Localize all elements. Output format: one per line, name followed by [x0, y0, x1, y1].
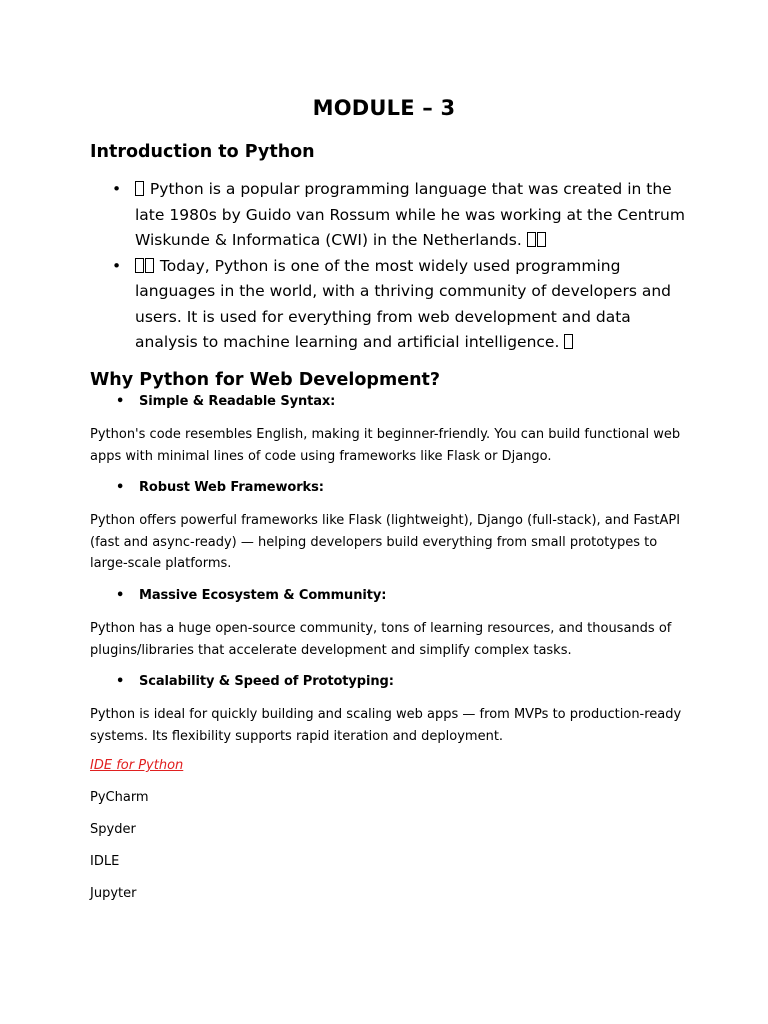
section-title-scalability: • Scalability & Speed of Prototyping: [116, 674, 394, 689]
intro-heading: Introduction to Python [90, 142, 315, 162]
section-body-scalability: Python is ideal for quickly building and scaling web apps — from MVPs to production-ready systems. Its flexibility supports rapid iteration and deployment. [90, 707, 682, 744]
missing-glyph-icon [135, 181, 144, 196]
ide-item-pycharm: PyCharm [90, 790, 149, 805]
intro-bullet-2 [90, 254, 690, 356]
intro-bullet-1 [90, 177, 690, 254]
why-heading: Why Python for Web Development? [90, 370, 441, 390]
section-body-frameworks: Python offers powerful frameworks like Flask (lightweight), Django (full-stack), and FastAPI (fast and async-ready) — helping developers build everything from small prototypes to large-scale platforms. [90, 513, 681, 571]
ide-for-python-link[interactable]: IDE for Python [90, 758, 184, 773]
ide-item-idle: IDLE [90, 854, 120, 869]
missing-glyph-icon [145, 258, 154, 273]
section-title-ecosystem: • Massive Ecosystem & Community: [116, 588, 386, 603]
intro-bullet-list [90, 177, 690, 356]
section-title-syntax: • Simple & Readable Syntax: [116, 394, 335, 409]
missing-glyph-icon [564, 334, 573, 349]
section-body-ecosystem: Python has a huge open-source community, tons of learning resources, and thousands of plugins/libraries that accelerate development and simplify complex tasks. [90, 621, 672, 658]
missing-glyph-icon [537, 232, 546, 247]
intro-bullet-1-text: Python is a popular programming language that was created in the late 1980s by Guido van Rossum while he was working at the Centrum Wiskunde & Informatica (CWI) in the Netherlands. [135, 180, 685, 249]
ide-item-spyder: Spyder [90, 822, 136, 837]
module-title: MODULE – 3 [312, 96, 456, 120]
ide-item-jupyter: Jupyter [90, 886, 137, 901]
section-title-frameworks: • Robust Web Frameworks: [116, 480, 324, 495]
missing-glyph-icon [135, 258, 144, 273]
missing-glyph-icon [527, 232, 536, 247]
section-body-syntax: Python's code resembles English, making it beginner-friendly. You can build functional web apps with minimal lines of code using frameworks like Flask or Django. [90, 427, 681, 464]
intro-bullet-2-text: Today, Python is one of the most widely used programming languages in the world, with a thriving community of developers and users. It is used for everything from web development and data analysis to machine learning and artificial intelligence. [135, 256, 671, 351]
